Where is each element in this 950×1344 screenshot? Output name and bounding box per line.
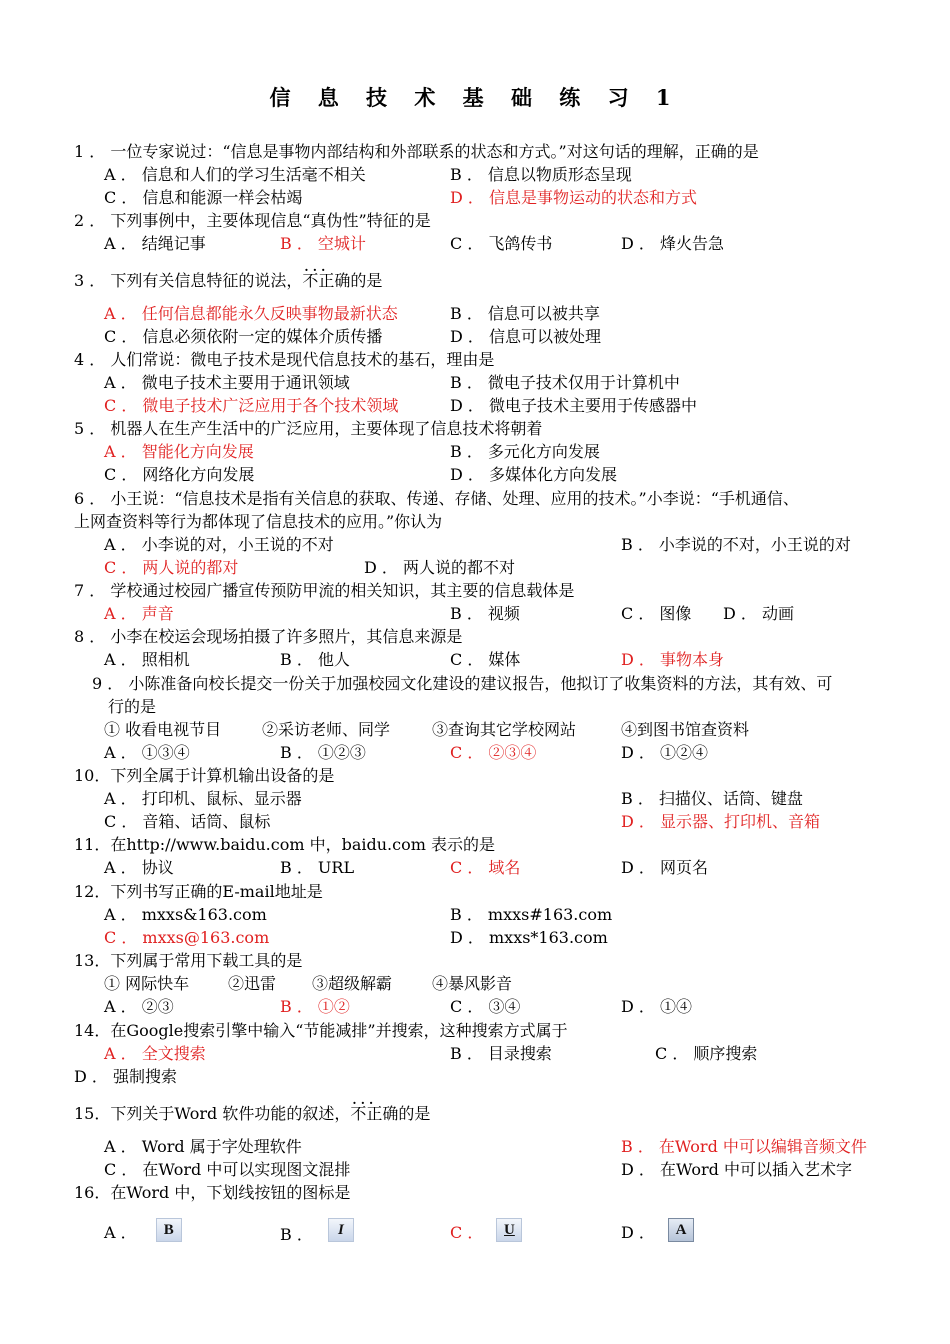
question-12-stem: 12．下列书写正确的E-mail地址是 [74,882,323,901]
question-4-option-d: D ． 微电子技术主要用于传感器中 [450,396,698,415]
question-7-option-b: B ． 视频 [450,604,520,623]
question-13-stem: 13．下列属于常用下载工具的是 [74,951,303,970]
question-10-stem: 10．下列全属于计算机输出设备的是 [74,766,335,785]
question-7-option-c: C ． 图像 [621,604,692,623]
question-11-stem: 11．在http://www.baidu.com 中，baidu.com 表示的是 [74,835,495,854]
question-3-option-d: D ． 信息可以被处理 [450,327,602,346]
question-5-stem: 5 ． 机器人在生产生活中的广泛应用，主要体现了信息技术将朝着 [74,419,543,438]
question-2-option-d: D ． 烽火告急 [621,234,725,253]
question-6-option-a: A ． 小李说的对，小王说的不对 [104,535,334,554]
question-16-option-b-label: B ． [280,1225,313,1244]
bold-icon: B [156,1218,182,1242]
text-color-icon: A [668,1218,694,1242]
question-8-option-b: B ． 他人 [280,650,350,669]
question-16-option-d [621,1218,694,1244]
question-13-option-a: A ． ②③ [104,997,174,1016]
question-13-option-b-answer: B ． ①② [280,997,350,1016]
question-12-option-b: B ． mxxs#163.com [450,905,613,924]
question-3-stem-pre: 3 ． 下列有关信息特征的说法， [74,271,303,290]
question-5-option-a-answer: A ． 智能化方向发展 [104,442,254,461]
question-3-option-a-answer: A ． 任何信息都能永久反映事物最新状态 [104,304,398,323]
question-9-method-1: ① 收看电视节目 [104,720,222,739]
question-14-option-a-answer: A ． 全文搜索 [104,1044,206,1063]
question-13-tool-3: ③超级解霸 [312,974,393,993]
question-2-stem: 2 ． 下列事例中，主要体现信息“真伪性”特征的是 [74,211,431,230]
question-9-option-d: D ． ①②④ [621,743,709,762]
question-9-method-4: ④到图书馆查资料 [621,720,750,739]
question-16-stem: 16．在Word 中，下划线按钮的图标是 [74,1183,351,1202]
question-16-option-a [104,1218,182,1244]
question-10-option-b: B ． 扫描仪、话筒、键盘 [621,789,803,808]
italic-icon: I [328,1218,354,1242]
question-16-option-c-answer [450,1218,522,1244]
question-16-option-d-label: D ． [621,1223,655,1242]
question-16-option-b [280,1218,354,1246]
question-11-option-d: D ． 网页名 [621,858,709,877]
question-4-option-a: A ． 微电子技术主要用于通讯领域 [104,373,350,392]
question-15-option-a: A ． Word 属于字处理软件 [104,1137,302,1156]
question-11-option-a: A ． 协议 [104,858,174,877]
page-title: 信 息 技 术 基 础 练 习 1 [269,85,681,110]
question-15-stem-post: 的是 [398,1104,431,1123]
question-6-option-b: B ． 小李说的不对，小王说的对 [621,535,851,554]
question-15-option-d: D ． 在Word 中可以插入艺术字 [621,1160,852,1179]
question-8-option-a: A ． 照相机 [104,650,190,669]
question-6-option-c-answer: C ． 两人说的都对 [104,558,239,577]
question-16-option-c-label: C ． [450,1223,484,1242]
question-14-stem: 14．在Google搜索引擎中输入“节能减排”并搜索，这种搜索方式属于 [74,1021,568,1040]
question-6-option-d: D ． 两人说的都不对 [364,558,516,577]
question-5-option-b: B ． 多元化方向发展 [450,442,600,461]
question-8-option-d-answer: D ． 事物本身 [621,650,725,669]
question-9-stem-line-1: 9 ． 小陈准备向校长提交一份关于加强校园文化建设的建议报告，他拟订了收集资料的方法，其有效、可 [92,674,833,693]
question-10-option-a: A ． 打印机、鼠标、显示器 [104,789,302,808]
question-14-option-c: C ． 顺序搜索 [655,1044,758,1063]
question-9-option-a: A ． ①③④ [104,743,190,762]
question-12-option-c-answer: C ． mxxs@163.com [104,928,270,947]
question-8-option-c: C ． 媒体 [450,650,521,669]
question-13-tool-4: ④暴风影音 [432,974,513,993]
question-7-stem: 7 ． 学校通过校园广播宣传预防甲流的相关知识，其主要的信息载体是 [74,581,575,600]
question-1-option-a: A ． 信息和人们的学习生活毫不相关 [104,165,366,184]
question-14-option-b: B ． 目录搜索 [450,1044,552,1063]
question-3-stem-post: 的是 [350,271,383,290]
question-13-option-d: D ． ①④ [621,997,693,1016]
question-13-option-c: C ． ③④ [450,997,521,1016]
question-12-option-d: D ． mxxs*163.com [450,928,608,947]
question-15-stem-emphasis: · · · 不正确 [350,1104,398,1123]
question-7-option-d: D ． 动画 [723,604,795,623]
question-6-stem-line-1: 6 ． 小王说：“信息技术是指有关信息的获取、传递、存储、处理、应用的技术。”小李说：“手机通信、 [74,489,799,508]
question-10-option-c: C ． 音箱、话筒、鼠标 [104,812,271,831]
question-11-option-b: B ． URL [280,858,355,877]
question-9-option-b: B ． ①②③ [280,743,366,762]
question-1-option-c: C ． 信息和能源一样会枯竭 [104,188,303,207]
question-3-stem [74,270,382,292]
question-2-option-b-answer: B ． 空城计 [280,234,366,253]
question-13-tool-2: ②迅雷 [228,974,277,993]
question-13-tool-1: ① 网际快车 [104,974,190,993]
question-7-option-a-answer: A ． 声音 [104,604,174,623]
question-2-option-a: A ． 结绳记事 [104,234,206,253]
question-6-stem-line-2: 上网查资料等行为都体现了信息技术的应用。”你认为 [74,512,443,531]
question-14-option-d: D ． 强制搜索 [74,1067,178,1086]
question-5-option-d: D ． 多媒体化方向发展 [450,465,618,484]
question-5-option-c: C ． 网络化方向发展 [104,465,255,484]
question-4-option-b: B ． 微电子技术仅用于计算机中 [450,373,680,392]
underline-icon: U [496,1218,522,1242]
question-9-method-3: ③查询其它学校网站 [432,720,577,739]
question-1-option-d-answer: D ． 信息是事物运动的状态和方式 [450,188,698,207]
question-9-stem-line-2: 行的是 [108,697,157,716]
question-9-option-c-answer: C ． ②③④ [450,743,537,762]
question-9-method-2: ②采访老师、同学 [262,720,391,739]
question-15-stem-pre: 15．下列关于Word 软件功能的叙述， [74,1104,351,1123]
question-15-option-b-answer: B ． 在Word 中可以编辑音频文件 [621,1137,867,1156]
question-11-option-c-answer: C ． 域名 [450,858,521,877]
question-15-stem [74,1103,430,1125]
question-2-option-c: C ． 飞鸽传书 [450,234,553,253]
question-4-option-c-answer: C ． 微电子技术广泛应用于各个技术领域 [104,396,399,415]
question-15-option-c: C ． 在Word 中可以实现图文混排 [104,1160,351,1179]
question-12-option-a: A ． mxxs&163.com [104,905,267,924]
question-3-option-b: B ． 信息可以被共享 [450,304,600,323]
question-3-stem-emphasis: · · · 不正确 [302,271,350,290]
question-10-option-d-answer: D ． 显示器、打印机、音箱 [621,812,821,831]
question-1-option-b: B ． 信息以物质形态呈现 [450,165,632,184]
question-16-option-a-label: A ． [104,1223,137,1242]
question-3-option-c: C ． 信息必须依附一定的媒体介质传播 [104,327,383,346]
question-4-stem: 4 ． 人们常说：微电子技术是现代信息技术的基石，理由是 [74,350,495,369]
question-1-stem: 1 ． 一位专家说过：“信息是事物内部结构和外部联系的状态和方式。”对这句话的理解，正确的是 [74,142,759,161]
question-8-stem: 8 ． 小李在校运会现场拍摄了许多照片，其信息来源是 [74,627,463,646]
